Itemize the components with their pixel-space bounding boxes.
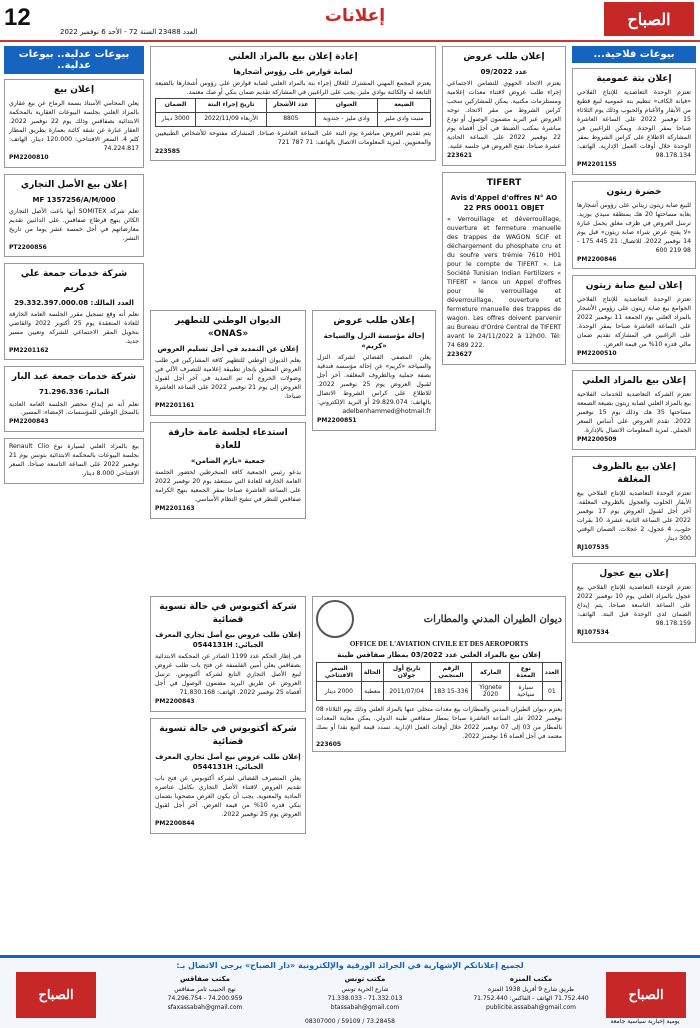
ad-text: تعتزم الوحدة التعاضدية للإنتاج الفلاحي بيع عجول بالمزاد العلني يوم 10 نوفمبر 2022 على الساعة التاسعة صباحا. يتم إيداع الضمان لدى الوحدة قبل البتة. الهاتف: 98.178.159 — [577, 584, 692, 628]
ad-ref: 223621 — [447, 152, 473, 160]
office-line: طريق شارع 9 أفريل 1938 المنزه — [487, 985, 575, 993]
ad-box — [150, 422, 306, 519]
ad-box — [572, 181, 696, 270]
ad-ref: PM2200510 — [577, 350, 617, 358]
office-menzah — [466, 974, 596, 1012]
office-line: 71.752.440 الهاتف - الفاكس: 71.752.440 — [473, 994, 589, 1002]
table-cell: وادي مليز - جندوبة — [315, 112, 377, 126]
column-mid — [150, 46, 436, 304]
newspaper-logo: الصباح — [604, 2, 694, 36]
ad-text: نعلم أنه تم إيداع محضر الجلسة العامة العادية بالسجل الوطني للمؤسسات. الإمضاء: المسير. — [9, 400, 139, 417]
aviation-text: يعتزم ديوان الطيران المدني والمطارات بيع معدات متخلى عنها بالمزاد العلني وذلك يوم الثلاثاء 08 نوفمبر 2022 على الساعة العاشرة صباحا بمطار صفاقس طينة الدولي. يمكن معاينة المعدات بالمطار من 03 إلى 07 نوفمبر 2022 خلال أوقات العمل الإدارية. تسدد قيمة البيع نقدا أو بصك معتمد في أجل أقصاه 16 نوفمبر 2022. — [316, 706, 563, 740]
table-cell: 2000 دينار — [317, 682, 362, 701]
ad-ref: PM2201163 — [155, 505, 195, 513]
ad-title: إعلان بيع — [53, 85, 95, 95]
aviation-seal-icon — [316, 600, 354, 638]
footer — [0, 955, 700, 1028]
table-header: العدد — [542, 663, 561, 682]
ad-title: إعلان طلب عروض — [463, 52, 545, 62]
section-title: إعلانات — [324, 6, 386, 26]
ad-box — [4, 174, 144, 258]
table-cell: 2011/07/04 — [383, 682, 430, 701]
ad-box — [150, 718, 306, 834]
column-mid-lower — [150, 596, 306, 946]
table-header: الحالة — [361, 663, 383, 682]
ad-box — [4, 438, 144, 484]
ad-text: تعلم شركة SOMITEX أنها باعت الأصل التجاري الكائن بنهج قرطاج صفاقس. على الدائنين تقديم معارضاتهم في أجل خمسة عشر يوما من تاريخ النشر. — [9, 207, 140, 242]
ad-table — [155, 98, 431, 126]
ad-subtitle: لصابة قوارص على رؤوس أشجارها — [233, 68, 353, 77]
table-header: الرقم المنجمي — [430, 663, 471, 682]
ad-title: شركة خدمات جمعة عبد البار — [11, 372, 137, 383]
office-name: مكتب تونس — [344, 975, 386, 983]
office-line: 71.332.013 - 71.338.033 — [327, 994, 403, 1002]
office-name: مكتب صفاقس — [179, 975, 231, 983]
ad-subtitle: MF 1357256/A/M/000 — [32, 195, 116, 204]
table-cell: 01 — [542, 682, 561, 701]
aviation-banner — [316, 600, 562, 638]
office-line: 74.200.959 - 74.296.754 — [167, 994, 243, 1002]
table-header: السعر الافتتاحي — [317, 663, 362, 682]
ad-subtitle: إعلان طلب عروض بيع أصل تجاري المعرف الجبائي: 0544131H — [155, 631, 301, 650]
table-row — [156, 112, 431, 126]
office-name: مكتب المنزه — [509, 975, 553, 983]
ad-ref: PT2200856 — [9, 243, 47, 251]
table-header: العنوان — [315, 99, 377, 113]
table-cell: 8805 — [267, 112, 316, 126]
column-left — [4, 46, 144, 946]
ad-box — [442, 46, 566, 166]
table-cell: Yignete 2020 — [472, 682, 510, 701]
ad-text: يعلن المتصرف القضائي لشركة أكتوبوس عن فتح باب تقديم العروض لاقتناء الأصل التجاري بكامل عناصره المادية والمعنوية. يجب أن يكون العرض مصحوبا بضمان بنكي قدره 10% من قيمة العرض. آخر أجل لقبول العروض يوم 25 نوفمبر 2022. — [155, 775, 301, 819]
table-header-row — [317, 663, 562, 682]
ad-text: يعتزم الاتحاد الجهوي للتضامن الاجتماعي إجراء طلب عروض لاقتناء معدات إعلامية ومستلزمات مكتبية. يمكن للمشاركين سحب كراس الشروط من مقر الاتحاد. توجه العروض عبر البريد مضمون الوصول أو تودع مباشرة بمكتب الضبط في أجل أقصاه يوم 22 نوفمبر 2022 على الساعة الحادية عشرة صباحا. تفتح العروض في جلسة علنية. — [447, 80, 561, 151]
ad-subtitle: عدد 09/2022 — [480, 68, 528, 77]
table-cell: 3000 دينار — [156, 112, 196, 126]
aviation-table — [316, 662, 562, 701]
ad-box — [150, 596, 306, 712]
aviation-ad-area — [312, 596, 566, 946]
ad-ref: 223605 — [316, 741, 342, 748]
ad-ref: 223585 — [155, 147, 181, 155]
ad-box — [4, 79, 144, 168]
ad-ref: PM2200844 — [155, 820, 195, 828]
ad-box — [150, 46, 436, 161]
office-email[interactable]: publicite.assabah@gmail.com — [486, 1003, 576, 1011]
column-heading: بيوعات عدلية.. بيوعات عدلية.. — [4, 46, 144, 74]
aviation-subtitle: إعلان بيع بالمزاد العلني عدد 03/2022 بمطار صفاقس طينة — [337, 651, 541, 659]
ad-title: إعلان بيع عجول — [599, 569, 669, 580]
footer-phone-line: 08307000 / 59109 / 73.28458 — [305, 1018, 395, 1025]
ad-box — [572, 275, 696, 364]
ad-ref: PM2200846 — [577, 255, 617, 263]
ad-ref: PM2200509 — [577, 435, 617, 443]
ad-text: يتم تقديم العروض مباشرة يوم البتة على الساعة العاشرة صباحا. المشاركة مفتوحة للأشخاص الطبيعيين والمعنويين. لمزيد المعلومات الاتصال بالهاتف: 71 787 721 — [155, 129, 431, 146]
table-header: الماركة — [472, 663, 510, 682]
column-mid-right — [442, 46, 566, 636]
table-header: الضمان — [156, 99, 196, 113]
ad-box — [4, 366, 144, 432]
ad-text: يعتزم المجمع المهني المشترك للغلال إجراء بتة بالمزاد العلني لصابة قوارص على رؤوس أشجارها بالضيعة التابعة له والكائنة بوادي مليز. يجب على الراغبين في المشاركة تقديم ضمان بنكي أو صك معتمد. — [155, 80, 431, 97]
ad-box — [312, 310, 436, 431]
table-cell: منبت وادي مليز — [378, 112, 431, 126]
office-tunis — [300, 974, 430, 1012]
aviation-name-ar: ديوان الطيران المدني والمطارات — [423, 613, 562, 625]
table-row — [317, 682, 562, 701]
ad-text: تعتزم الوحدة التعاضدية للإنتاج الفلاحي الجوامع بيع صابة زيتون على رؤوس الأشجار بالمزاد العلني يوم الجمعة 11 نوفمبر 2022 على الساعة العاشرة صباحا بمقر الوحدة. على الراغبين في المشاركة تقديم ضمان مالي قدره 10% من قيمة العرض. — [577, 296, 692, 349]
table-header: تاريخ أول جولان — [383, 663, 430, 682]
ad-title: إعلان بيع بالمزاد العلني — [582, 375, 686, 386]
ad-ref: PM2200843 — [155, 698, 195, 706]
ad-box — [572, 456, 696, 558]
ad-ref: PM2200851 — [317, 417, 357, 425]
ad-box — [572, 68, 696, 175]
footer-logo-right: الصباح — [606, 972, 686, 1018]
footer-tagline: يومية إخبارية سياسية جامعة — [610, 1018, 680, 1025]
ad-title: إعلان بتة عمومية — [596, 74, 672, 84]
ad-subtitle: إعلان طلب عروض بيع أصل تجاري المعرف الجبائي: 0544131H — [155, 753, 301, 772]
ad-title: استدعاء لجلسة عامة خارقة للعادة — [168, 427, 288, 451]
aviation-name-fr: OFFICE DE L'AVIATION CIVILE ET DES AEROPORTS — [349, 640, 529, 648]
column-right — [572, 46, 696, 946]
ad-text: يدعو رئيس الجمعية كافة المنخرطين لحضور الجلسة العامة الخارقة للعادة التي ستنعقد يوم 20 نوفمبر 2022 على الساعة العاشرة صباحا بمقر الجمعية بنهج الكرامة صفاقس للنظر في تنقيح النظام الأساسي. — [155, 469, 302, 504]
ad-subtitle: العدد المالك: 29.332.397.000.08 — [14, 298, 134, 307]
ad-text: تعتزم الوحدة التعاضدية للإنتاج الفلاحي «فيانة الكاف» تنظيم بتة عمومية لبيع قطيع من الأبقار والأغنام والحبوب وذلك يوم الثلاثاء 15 نوفمبر 2022 على الساعة العاشرة صباحا بمقر الوحدة. ويمكن للراغبين في المشاركة الاطلاع على كراس الشروط بمقر الوحدة خلال أوقات العمل الإدارية. الهاتف: 98.178.134 — [577, 89, 691, 159]
ad-title: خضرة زيتون — [606, 186, 662, 197]
ad-text: يعلم الديوان الوطني للتطهير كافة المشاركين في طلب العروض المتعلق بإنجاز تطبيقة إعلامية للتصرف الآلي في وصولات الخروج أنه تم التمديد في آخر أجل لقبول العروض إلى يوم 21 نوفمبر 2022 على الساعة العاشرة صباحا. — [155, 357, 301, 401]
ad-text: بيع بالمزاد العلني لسيارة نوع Renault Clio بجلسة البيوعات بالمحكمة الابتدائية بتونس يوم 21 نوفمبر 2022 على الساعة التاسعة صباحا. السعر الافتتاحي 8.000 دينار. — [9, 443, 140, 478]
column-mid-lower-right — [150, 310, 306, 590]
column-mid-right-2 — [312, 310, 436, 590]
table-header: نوع المعدة — [509, 663, 542, 682]
office-line: نهج الحبيب ثامر صفاقس — [174, 985, 236, 993]
ad-ref: 223627 — [447, 350, 473, 358]
ad-subtitle: جمعية «بازم الضامن» — [190, 456, 266, 465]
page-number: 12 — [4, 4, 31, 31]
table-cell: معطبة — [361, 682, 383, 701]
ad-title: إعلان لبيع صابة زيتون — [585, 281, 683, 292]
ad-text: تعتزم الوحدة التعاضدية للإنتاج الفلاحي بيع الأبقار الحلوب والعجول بالظروف المغلقة. آخر أجل لقبول العروض يوم 17 نوفمبر 2022 على الساعة الثانية عشرة. 10 بقرات حلوب، 4 عجول، 2 عجلات. الضمان الوقتي 300 دينار. — [577, 489, 691, 542]
ad-title: شركة أكتوبوس في حالة تسوية قضائية — [159, 723, 297, 748]
ad-ref: RJ107534 — [577, 629, 609, 637]
office-email[interactable]: btassabah@gmail.com — [330, 1003, 400, 1011]
ad-box — [572, 370, 696, 450]
table-header: عدد الأشجار — [267, 99, 316, 113]
ad-ref: RJ107535 — [577, 543, 609, 551]
ad-box — [150, 310, 306, 416]
office-line: شارع الحرية تونس — [341, 985, 389, 993]
table-cell: 15-336 183 — [430, 682, 471, 701]
ad-text: نعلم أنه وقع تسجيل مقرر الجلسة العامة الخارقة للعادة المنعقدة يوم 25 أكتوبر 2022 والقاضي بتحويل المقر الاجتماعي للشركة وتعيين مسير جديد. — [9, 310, 139, 345]
ad-title: إعلان طلب عروض — [333, 316, 415, 326]
table-header-row — [156, 99, 431, 113]
footer-title: لجميع إعلاناتكم الإشهارية في الجرائد الورقية والإلكترونية «دار الصباح» يرجى الاتصال بـ: — [176, 961, 524, 970]
ad-subtitle: إحالة مؤسسة النزل والسياحة «كريم» — [323, 332, 425, 351]
table-cell: سيارة سياحية — [509, 682, 542, 701]
ad-ref: PM2201162 — [9, 346, 49, 354]
office-email[interactable]: sfaxassabah@gmail.com — [167, 1003, 243, 1011]
footer-logo-left: الصباح — [16, 972, 96, 1018]
ad-ref: PM2200843 — [9, 418, 49, 426]
ad-text: يعلن المصفي القضائي لشركة النزل والسياحة «كريم» عن إحالة مؤسسة فندقية بصفة جملية وبالظروف المغلقة. آخر أجل لقبول العروض يوم 25 نوفمبر 2022. للاطلاع على كراس الشروط الاتصال بالهاتف: 29.829.074 أو البريد الإلكتروني: adelbenhammed@hotmail.fr — [317, 354, 431, 416]
ad-subtitle: إعلان عن التمديد في أجل تسليم العروض — [157, 345, 299, 354]
ad-text: « Verrouillage et déverrouillage, ouverture et fermeture manuelle des trappes de WAGON SCIF et déchargement du phosphate cru et du soufre vers trémie 7610 H01 pour le compte de TIFERT ». La Société Tunisian Indian Fertilizers « TIFERT » lance un Appel d'offres pour le verrouillage et déverrouillage, ouverture et fermeture manuelle des trappes de wagon. Les offres doivent parvenir au Bureau d'Ordre Central de TIFERT avant le 24/11/2022 à 12h00. Tél: 74 689 222. — [447, 216, 561, 349]
ad-box — [4, 263, 144, 360]
ad-text: تعتزم الشركة التعاضدية للخدمات الفلاحية بيع بالمزاد العلني لصابة زيتون بضيعة الصمعة مساحتها 35 هك وذلك يوم 15 نوفمبر 2022. تقدم العروض على أساس السعر الجملي. لمزيد المعلومات الاتصال بالإدارة. — [577, 390, 691, 434]
ad-ref: PM2201155 — [577, 160, 617, 168]
ad-box — [442, 172, 566, 365]
ad-title: إعلان بيع بالظروف المغلقة — [592, 461, 676, 485]
office-sfax — [140, 974, 270, 1012]
page-header — [0, 0, 700, 42]
table-cell: الأربعاء 2022/11/09 — [196, 112, 267, 126]
ad-title: شركة أكتوبوس في حالة تسوية قضائية — [159, 602, 297, 626]
ad-title: TIFERT — [486, 177, 522, 188]
ad-title: الديوان الوطني للتطهير «ONAS» — [175, 316, 281, 340]
ad-text: للبيع صابة زيتون زيتاني على رؤوس أشجارها بغابة مساحتها 20 هك بمنطقة سيدي بوزيد. ترسل العروض في ظرف مغلق يحمل عبارة «لا يفتح عرض شراء صابة زيتون» قبل يوم 14 نوفمبر 2022. للاتصال: 21 445 175 - 98 219 600 — [577, 201, 692, 254]
table-header: الضيعة — [378, 99, 431, 113]
ad-text: يعلن المحامي الأستاذ بسمة الرماح عن بيع عقاري بالمزاد العلني بجلسة البيوعات العقارية بالمحكمة الابتدائية بصفاقس وذلك يوم 22 نوفمبر 2022. العقار عبارة عن شقة كائنة بعمارة بطريق المطار كلم 4. السعر الافتتاحي: 120.000 دينار. الهاتف: 74.224.817 — [9, 100, 140, 152]
ad-box — [572, 563, 696, 643]
ad-subtitle: الماتم: 71.296.336 — [39, 388, 109, 397]
aviation-ad — [312, 596, 566, 752]
issue-line: العدد 23488 السنة 72 - الأحد 6 نوفمبر 2022 — [60, 28, 198, 36]
ad-title: شركة خدمات جمعة علي كريم — [20, 269, 128, 293]
table-header: تاريخ إجراء البتة — [196, 99, 267, 113]
column-heading: بيوعات فلاحية... — [572, 46, 696, 63]
ad-subtitle: Avis d'Appel d'offres N° AO 22 PRS 00011 OBJET — [450, 193, 558, 212]
ad-text: في إطار الحكم عدد 1199 الصادر عن المحكمة الابتدائية بصفاقس يعلن أمين الفلسفة عن فتح باب طلب عروض لبيع الأصل التجاري التابع لشركة أكتوبوس. ترسل العروض عن طريق البريد مضمون الوصول في أجل أقصاه 25 نوفمبر 2022. الهاتف: 71.830.168 — [155, 653, 301, 697]
ad-title: إعادة إعلان بيع بالمزاد العلني — [228, 52, 358, 62]
ad-title: إعلان بيع الأصل التجاري — [20, 179, 128, 190]
ad-ref: PM2200810 — [9, 153, 49, 161]
ad-ref: PM2201161 — [155, 402, 195, 410]
